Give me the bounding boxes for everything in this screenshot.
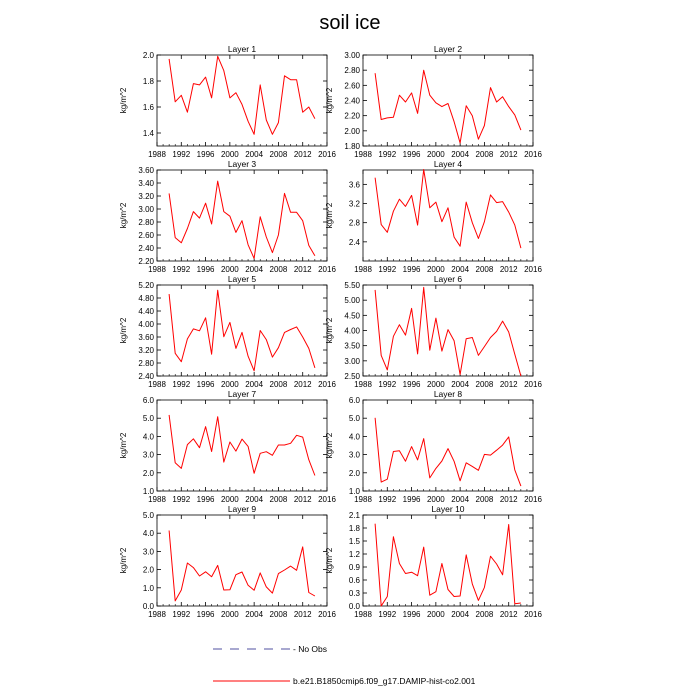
y-tick-label: 5.20 (138, 281, 154, 290)
y-tick-label: 2.80 (138, 359, 154, 368)
x-tick-label: 2004 (245, 380, 264, 389)
y-axis-label: kg/m^2 (325, 202, 334, 229)
x-tick-label: 2008 (269, 610, 288, 619)
x-tick-label: 2008 (269, 380, 288, 389)
y-tick-label: 4.40 (138, 307, 154, 316)
y-tick-label: 2.40 (138, 244, 154, 253)
y-tick-label: 2.80 (138, 218, 154, 227)
x-tick-label: 2012 (293, 610, 312, 619)
x-tick-label: 1988 (148, 495, 166, 504)
x-tick-label: 2012 (293, 265, 312, 274)
y-tick-label: 6.0 (142, 396, 154, 405)
y-tick-label: 3.50 (344, 341, 360, 351)
x-tick-label: 1992 (378, 150, 397, 159)
series-line-layer-10 (375, 524, 521, 606)
x-tick-label: 2004 (245, 150, 264, 159)
y-tick-label: 4.80 (138, 294, 154, 303)
y-tick-label: 1.80 (344, 142, 360, 151)
panel-layer-6 (325, 274, 542, 389)
x-tick-label: 2004 (245, 265, 264, 274)
x-tick-label: 2012 (499, 610, 518, 619)
x-tick-label: 1996 (196, 380, 215, 389)
y-tick-label: 5.0 (142, 414, 154, 424)
x-tick-label: 2012 (499, 150, 518, 159)
y-tick-label: 2.0 (348, 468, 360, 478)
panel-title: Layer 9 (227, 504, 257, 514)
figure-title: soil ice (319, 12, 381, 34)
y-tick-label: 0.9 (348, 563, 360, 572)
x-tick-label: 2016 (524, 495, 542, 504)
x-tick-label: 2000 (220, 265, 239, 274)
x-tick-label: 1988 (148, 380, 166, 389)
y-tick-label: 3.20 (138, 192, 154, 201)
panel-title: Layer 6 (433, 274, 463, 284)
y-tick-label: 5.0 (348, 414, 360, 424)
x-tick-label: 1988 (148, 265, 166, 274)
x-tick-label: 1988 (354, 380, 372, 389)
y-tick-label: 2.0 (142, 468, 154, 478)
y-tick-label: 1.4 (142, 129, 154, 138)
x-tick-label: 2016 (524, 610, 542, 619)
plot-frame (157, 55, 327, 146)
y-axis-label: kg/m^2 (119, 202, 128, 229)
y-tick-label: 5.50 (344, 281, 360, 290)
panel-layer-3 (119, 159, 336, 274)
x-tick-label: 1992 (378, 495, 397, 504)
y-tick-label: 4.00 (344, 326, 360, 336)
x-tick-label: 2004 (245, 610, 264, 619)
panel-layer-4 (325, 159, 542, 274)
y-tick-label: 0.3 (348, 589, 360, 598)
series-line-layer-8 (375, 418, 521, 486)
y-tick-label: 1.2 (348, 550, 360, 559)
panel-layer-9 (119, 504, 336, 619)
plot-frame (363, 400, 533, 491)
y-tick-label: 5.00 (344, 296, 360, 306)
x-tick-label: 2004 (451, 610, 470, 619)
panel-title: Layer 10 (431, 504, 465, 514)
x-tick-label: 1996 (196, 495, 215, 504)
x-tick-label: 2008 (475, 265, 494, 274)
y-tick-label: 4.0 (142, 432, 154, 442)
legend (213, 644, 476, 686)
y-tick-label: 1.6 (142, 103, 154, 112)
panel-layer-7 (119, 389, 336, 504)
legend-model-label: b.e21.B1850cmip6.f09_g17.DAMIP-hist-co2.001 (293, 676, 476, 686)
y-tick-label: 2.0 (142, 565, 154, 575)
x-tick-label: 1992 (172, 610, 191, 619)
x-tick-label: 1988 (148, 610, 166, 619)
x-tick-label: 1996 (402, 265, 421, 274)
y-axis-label: kg/m^2 (119, 432, 128, 459)
x-tick-label: 1992 (172, 265, 191, 274)
panels-grid (119, 44, 542, 619)
panel-layer-2 (325, 44, 542, 159)
x-tick-label: 1988 (354, 495, 372, 504)
x-tick-label: 1996 (196, 150, 215, 159)
y-axis-label: kg/m^2 (119, 317, 128, 344)
y-tick-label: 4.50 (344, 311, 360, 321)
y-tick-label: 4.0 (348, 432, 360, 442)
y-tick-label: 3.2 (348, 199, 360, 209)
panel-title: Layer 3 (227, 159, 257, 169)
x-tick-label: 1996 (196, 610, 215, 619)
x-tick-label: 2008 (269, 150, 288, 159)
y-tick-label: 0.0 (142, 602, 154, 611)
x-tick-label: 1988 (354, 150, 372, 159)
x-tick-label: 2012 (293, 380, 312, 389)
series-line-layer-5 (169, 290, 315, 371)
y-tick-label: 2.0 (142, 51, 154, 60)
y-tick-label: 1.8 (348, 524, 360, 533)
x-tick-label: 1992 (378, 610, 397, 619)
x-tick-label: 2016 (318, 150, 336, 159)
y-tick-label: 2.60 (138, 231, 154, 240)
plot-frame (157, 515, 327, 606)
y-tick-label: 2.50 (344, 372, 360, 381)
x-tick-label: 2008 (475, 495, 494, 504)
series-line-layer-6 (375, 287, 521, 376)
series-line-layer-1 (169, 56, 315, 134)
x-tick-label: 2004 (451, 265, 470, 274)
x-tick-label: 2016 (524, 150, 542, 159)
panel-layer-1 (119, 44, 336, 159)
x-tick-label: 1992 (172, 380, 191, 389)
x-tick-label: 2012 (293, 495, 312, 504)
plot-frame (157, 400, 327, 491)
series-line-layer-3 (169, 181, 315, 258)
y-axis-label: kg/m^2 (119, 87, 128, 114)
y-tick-label: 3.40 (138, 179, 154, 188)
y-tick-label: 3.00 (138, 205, 154, 214)
y-tick-label: 3.0 (348, 450, 360, 460)
x-tick-label: 2008 (269, 265, 288, 274)
panel-layer-10 (325, 504, 542, 619)
plot-frame (157, 285, 327, 376)
x-tick-label: 2012 (293, 150, 312, 159)
x-tick-label: 1988 (354, 610, 372, 619)
x-tick-label: 2000 (220, 610, 239, 619)
panel-layer-8 (325, 389, 542, 504)
x-tick-label: 2000 (220, 150, 239, 159)
x-tick-label: 2008 (475, 150, 494, 159)
panel-title: Layer 1 (227, 44, 257, 54)
y-axis-label: kg/m^2 (119, 547, 128, 574)
x-tick-label: 2012 (499, 495, 518, 504)
x-tick-label: 2016 (318, 265, 336, 274)
x-tick-label: 2004 (245, 495, 264, 504)
y-axis-label: kg/m^2 (325, 547, 334, 574)
panel-title: Layer 5 (227, 274, 257, 284)
y-axis-label: kg/m^2 (325, 87, 334, 114)
legend-no-obs-label: - No Obs (293, 644, 328, 654)
x-tick-label: 1988 (148, 150, 166, 159)
y-tick-label: 3.20 (138, 346, 154, 355)
x-tick-label: 2000 (426, 495, 445, 504)
x-tick-label: 2000 (426, 610, 445, 619)
y-tick-label: 1.0 (142, 583, 154, 593)
x-tick-label: 1996 (402, 495, 421, 504)
plot-frame (363, 55, 533, 146)
y-tick-label: 3.00 (344, 51, 360, 60)
x-tick-label: 2004 (451, 150, 470, 159)
x-tick-label: 2008 (269, 495, 288, 504)
x-tick-label: 2000 (426, 150, 445, 159)
x-tick-label: 2000 (220, 380, 239, 389)
y-tick-label: 2.20 (138, 257, 154, 266)
y-tick-label: 2.4 (348, 237, 360, 247)
x-tick-label: 1996 (402, 150, 421, 159)
y-tick-label: 4.00 (138, 320, 154, 329)
y-tick-label: 1.0 (348, 487, 360, 496)
x-tick-label: 2016 (318, 495, 336, 504)
panel-title: Layer 4 (433, 159, 463, 169)
panel-title: Layer 7 (227, 389, 257, 399)
x-tick-label: 2016 (524, 380, 542, 389)
x-tick-label: 2004 (451, 380, 470, 389)
x-tick-label: 2012 (499, 265, 518, 274)
series-line-layer-7 (169, 415, 315, 476)
x-tick-label: 1992 (378, 380, 397, 389)
x-tick-label: 1988 (354, 265, 372, 274)
panel-layer-5 (119, 274, 336, 389)
y-tick-label: 2.80 (344, 66, 360, 76)
x-tick-label: 2000 (426, 265, 445, 274)
y-tick-label: 0.0 (348, 602, 360, 611)
x-tick-label: 1992 (378, 265, 397, 274)
y-tick-label: 0.6 (348, 576, 360, 585)
x-tick-label: 2016 (524, 265, 542, 274)
y-tick-label: 6.0 (348, 396, 360, 405)
y-axis-label: kg/m^2 (325, 317, 334, 344)
x-tick-label: 1996 (402, 380, 421, 389)
y-tick-label: 5.0 (142, 511, 154, 520)
x-tick-label: 2008 (475, 380, 494, 389)
y-tick-label: 2.20 (344, 111, 360, 121)
x-tick-label: 2004 (451, 495, 470, 504)
x-tick-label: 2016 (318, 380, 336, 389)
series-line-layer-2 (375, 70, 521, 143)
x-tick-label: 2008 (475, 610, 494, 619)
series-line-layer-4 (375, 170, 521, 249)
y-tick-label: 3.6 (348, 180, 360, 190)
y-tick-label: 3.0 (142, 450, 154, 460)
x-tick-label: 2016 (318, 610, 336, 619)
y-tick-label: 3.00 (344, 356, 360, 366)
y-tick-label: 2.60 (344, 81, 360, 91)
x-tick-label: 2000 (426, 380, 445, 389)
y-tick-label: 3.0 (142, 547, 154, 557)
plot-frame (363, 170, 533, 261)
y-tick-label: 2.8 (348, 218, 360, 228)
x-tick-label: 2000 (220, 495, 239, 504)
plot-frame (157, 170, 327, 261)
plot-frame (363, 515, 533, 606)
panel-title: Layer 8 (433, 389, 463, 399)
y-tick-label: 1.0 (142, 487, 154, 496)
y-tick-label: 3.60 (138, 333, 154, 342)
y-tick-label: 2.1 (348, 511, 360, 520)
x-tick-label: 1996 (196, 265, 215, 274)
x-tick-label: 1992 (172, 150, 191, 159)
x-tick-label: 1996 (402, 610, 421, 619)
y-tick-label: 3.60 (138, 166, 154, 175)
y-tick-label: 1.8 (142, 77, 154, 86)
x-tick-label: 1992 (172, 495, 191, 504)
y-tick-label: 2.00 (344, 126, 360, 136)
y-tick-label: 4.0 (142, 529, 154, 539)
y-tick-label: 1.5 (348, 537, 360, 546)
series-line-layer-9 (169, 531, 315, 601)
y-axis-label: kg/m^2 (325, 432, 334, 459)
x-tick-label: 2012 (499, 380, 518, 389)
panel-title: Layer 2 (433, 44, 463, 54)
y-tick-label: 2.40 (138, 372, 154, 381)
y-tick-label: 2.40 (344, 96, 360, 106)
